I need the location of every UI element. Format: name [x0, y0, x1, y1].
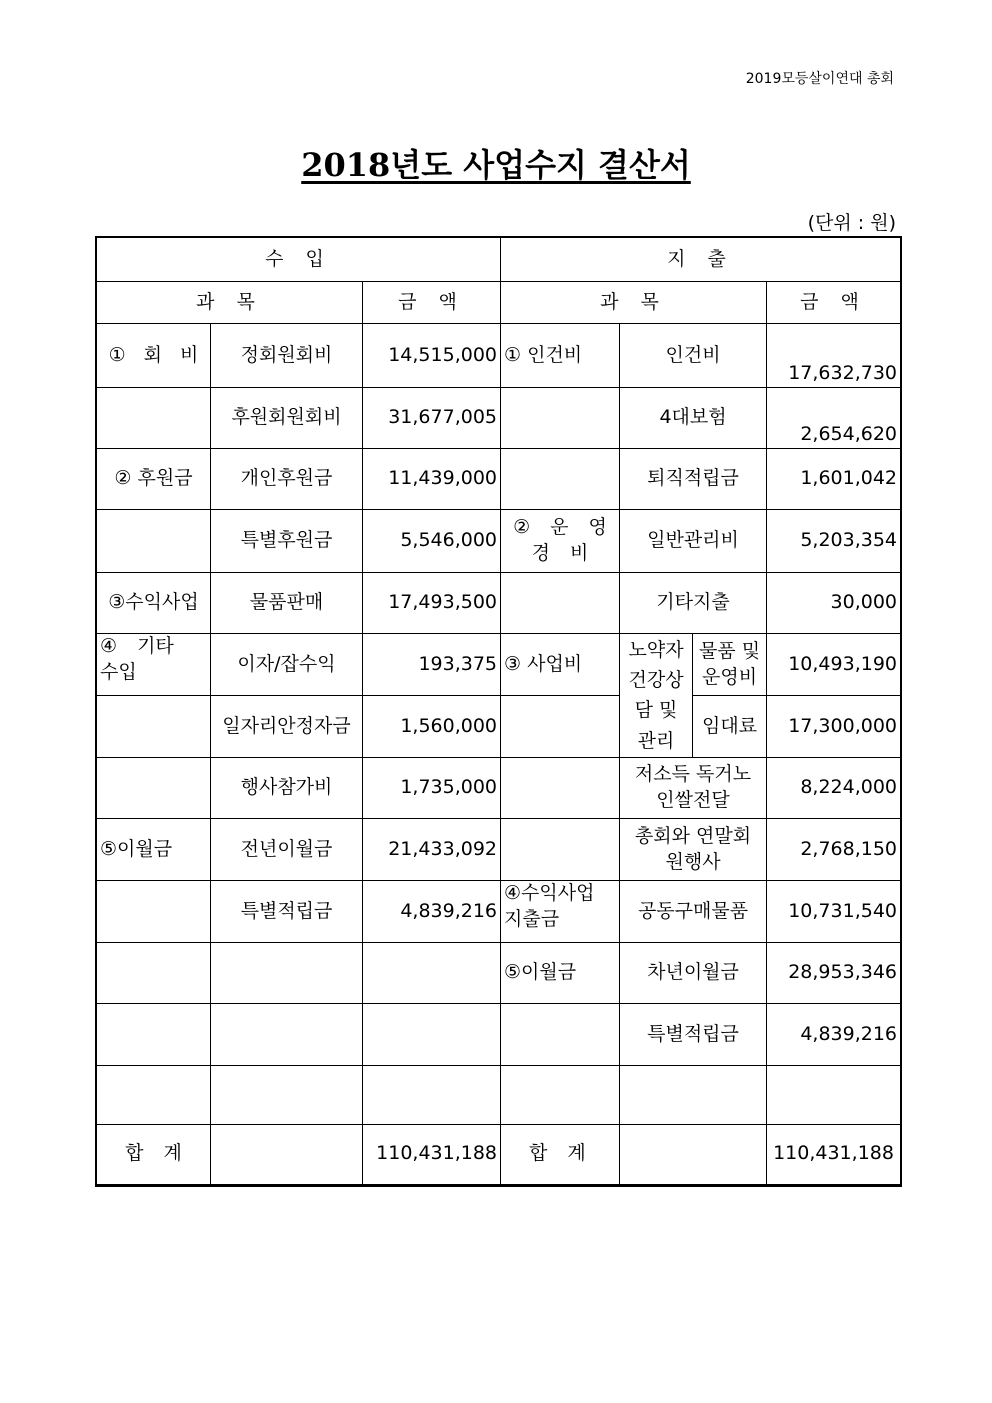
income-item: 일자리안정자금	[211, 696, 363, 757]
income-item-header: 과 목	[97, 282, 363, 324]
table-row	[97, 1003, 901, 1065]
expense-item: 차년이월금	[620, 942, 767, 1003]
income-amount: 5,546,000	[363, 510, 501, 572]
income-category: ④ 기타 수입	[97, 634, 211, 696]
expense-category	[501, 572, 620, 633]
income-amount: 4,839,216	[363, 881, 501, 942]
expense-item	[620, 1066, 767, 1124]
expense-category	[501, 818, 620, 880]
expense-amount: 28,953,346	[767, 942, 901, 1003]
expense-amount: 1,601,042	[767, 449, 901, 510]
expense-total-label: 합 계	[501, 1124, 620, 1184]
table-row	[97, 1066, 901, 1124]
expense-amount: 8,224,000	[767, 757, 901, 818]
income-item	[211, 1003, 363, 1065]
expense-category	[501, 449, 620, 510]
expense-item: 인건비	[620, 324, 767, 387]
income-item: 후원회원회비	[211, 387, 363, 448]
expense-category	[501, 757, 620, 818]
income-total-amount: 110,431,188	[363, 1124, 501, 1184]
expense-amount-header: 금 액	[767, 282, 901, 324]
header-row-top	[97, 238, 901, 282]
expense-category: ⑤이월금	[501, 942, 620, 1003]
table-row	[97, 449, 901, 510]
expense-total-empty	[620, 1124, 767, 1184]
income-amount	[363, 1066, 501, 1124]
income-amount: 1,560,000	[363, 696, 501, 757]
header-note: 2019모등살이연대 총회	[745, 71, 894, 87]
income-category	[97, 696, 211, 757]
income-item: 특별후원금	[211, 510, 363, 572]
income-amount: 1,735,000	[363, 757, 501, 818]
income-total-label: 합 계	[97, 1124, 211, 1184]
expense-item: 총회와 연말회원행사	[620, 818, 767, 880]
income-item: 개인후원금	[211, 449, 363, 510]
expense-item-header: 과 목	[501, 282, 767, 324]
expense-amount: 5,203,354	[767, 510, 901, 572]
income-amount	[363, 942, 501, 1003]
expense-amount: 30,000	[767, 572, 901, 633]
title-text: 2018년도 사업수지 결산서	[301, 146, 691, 184]
income-category	[97, 510, 211, 572]
income-category	[97, 942, 211, 1003]
expense-amount: 17,632,730	[767, 324, 901, 387]
income-amount-header: 금 액	[363, 282, 501, 324]
expense-category: ④수익사업 지출금	[501, 881, 620, 942]
expense-category: ③ 사업비	[501, 634, 620, 696]
income-item	[211, 942, 363, 1003]
settlement-table	[96, 237, 901, 1185]
income-item	[211, 1066, 363, 1124]
table-row	[97, 818, 901, 880]
expense-item: 물품 및 운영비	[693, 634, 767, 696]
income-amount: 193,375	[363, 634, 501, 696]
income-item: 정회원회비	[211, 324, 363, 387]
table-row	[97, 696, 901, 757]
income-category	[97, 1066, 211, 1124]
income-item: 이자/잡수익	[211, 634, 363, 696]
header-row-sub	[97, 282, 901, 324]
table-row	[97, 757, 901, 818]
income-category	[97, 387, 211, 448]
expense-item: 임대료	[693, 696, 767, 757]
unit-note: (단위 : 원)	[807, 212, 896, 234]
income-item: 특별적립금	[211, 881, 363, 942]
expense-amount	[767, 1066, 901, 1124]
total-row	[97, 1124, 901, 1184]
income-amount: 11,439,000	[363, 449, 501, 510]
income-category: ② 후원금	[97, 449, 211, 510]
table-row	[97, 510, 901, 572]
income-item: 행사참가비	[211, 757, 363, 818]
income-total-empty	[211, 1124, 363, 1184]
table-row	[97, 387, 901, 448]
income-category	[97, 1003, 211, 1065]
income-item: 물품판매	[211, 572, 363, 633]
expense-item: 퇴직적립금	[620, 449, 767, 510]
expense-item: 저소득 독거노인쌀전달	[620, 757, 767, 818]
income-amount	[363, 1003, 501, 1065]
expense-amount: 17,300,000	[767, 696, 901, 757]
expense-item: 4대보험	[620, 387, 767, 448]
expense-item: 공동구매물품	[620, 881, 767, 942]
table-row	[97, 881, 901, 942]
expense-category: ② 운 영 경 비	[501, 510, 620, 572]
income-amount: 31,677,005	[363, 387, 501, 448]
income-item: 전년이월금	[211, 818, 363, 880]
expense-item: 특별적립금	[620, 1003, 767, 1065]
table-row	[97, 572, 901, 633]
income-header: 수 입	[97, 238, 501, 282]
income-category	[97, 757, 211, 818]
expense-header: 지 출	[501, 238, 901, 282]
expense-amount: 4,839,216	[767, 1003, 901, 1065]
expense-amount: 10,731,540	[767, 881, 901, 942]
expense-category	[501, 1003, 620, 1065]
expense-amount: 2,768,150	[767, 818, 901, 880]
income-category: ① 회 비	[97, 324, 211, 387]
expense-item: 일반관리비	[620, 510, 767, 572]
expense-item: 기타지출	[620, 572, 767, 633]
expense-subcategory: 노약자건강상담 및 관리	[620, 634, 693, 758]
document-title	[0, 140, 992, 186]
expense-category	[501, 1066, 620, 1124]
income-amount: 17,493,500	[363, 572, 501, 633]
income-category	[97, 881, 211, 942]
table-row	[97, 942, 901, 1003]
income-amount: 21,433,092	[363, 818, 501, 880]
expense-total-amount: 110,431,188	[767, 1124, 901, 1184]
income-category: ⑤이월금	[97, 818, 211, 880]
expense-amount: 2,654,620	[767, 387, 901, 448]
table-row	[97, 324, 901, 387]
expense-category	[501, 696, 620, 757]
income-category: ③수익사업	[97, 572, 211, 633]
expense-category	[501, 387, 620, 448]
expense-category: ① 인건비	[501, 324, 620, 387]
table-row	[97, 634, 901, 696]
expense-amount: 10,493,190	[767, 634, 901, 696]
income-amount: 14,515,000	[363, 324, 501, 387]
